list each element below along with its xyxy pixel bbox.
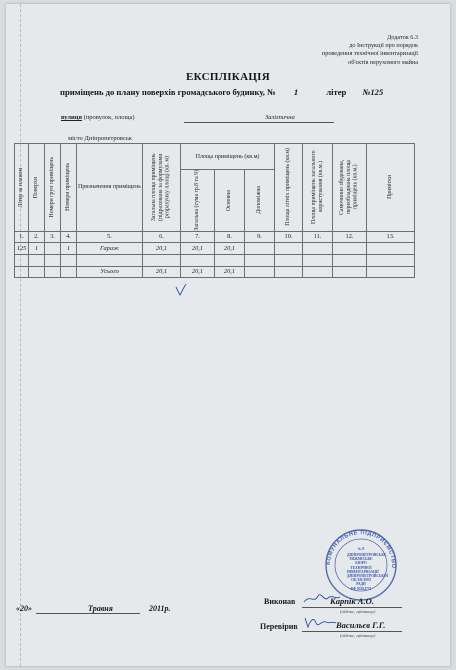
street-label: вулиця — [61, 114, 83, 121]
executor-underline — [302, 607, 402, 608]
stamp-number: № 8 — [357, 547, 365, 551]
header-purpose: Призначення приміщень — [77, 144, 143, 232]
subtitle-prefix: приміщень до плану поверхів громадського будинку, № — [60, 87, 276, 97]
header-area-group: Площа приміщень (кв.м) — [181, 144, 275, 170]
col-num: 11. — [303, 231, 333, 243]
checker-caption: (підпис, прізвище) — [340, 633, 376, 638]
appendix-line: проведення технічної інвентаризації — [321, 50, 418, 58]
cell-common — [303, 243, 333, 255]
document-title: ЕКСПЛІКАЦІЯ — [185, 71, 271, 83]
header-notes: Примітки — [367, 144, 415, 232]
cell-summer — [275, 243, 303, 255]
header-area-aux: Допоміжна — [245, 170, 275, 232]
executor-name: Карпік А.О. — [330, 596, 374, 606]
col-num: 5. — [77, 231, 143, 243]
header-area-main: Основна — [215, 170, 245, 232]
total-row — [15, 266, 415, 278]
checker-label: Перевірив — [260, 622, 298, 631]
header-arbitrary: Самочинно збудована, переобладнана площа приміщень (кв.м.) — [333, 144, 367, 232]
col-num: 12. — [333, 231, 367, 243]
cell-total-area: 20,1 — [143, 243, 181, 255]
checker-signature-icon — [302, 614, 338, 630]
cell-area-main: 20,1 — [215, 243, 245, 255]
table-row — [15, 254, 415, 266]
checker-name: Васильєв Г.Г. — [336, 620, 386, 630]
cell-letter: 125 — [15, 243, 29, 255]
date-day: «20» — [16, 604, 32, 613]
street-value: Заліznична — [265, 114, 295, 121]
col-num: 10. — [275, 231, 303, 243]
cell-floor: 1 — [29, 243, 45, 255]
cell-area-total: 20,1 — [181, 243, 215, 255]
stamp-outer-text: КОМУНАЛЬНЕ ПІДПРИЄМСТВО — [325, 529, 397, 569]
letter-label: літер — [326, 87, 347, 97]
col-num: 6. — [143, 231, 181, 243]
cell-arbitrary — [333, 243, 367, 255]
col-num: 3. — [45, 231, 61, 243]
total-area-total: 20,1 — [181, 266, 215, 278]
date-year: 2011р. — [149, 604, 171, 613]
total-total-area: 20,1 — [143, 266, 181, 278]
check-mark-icon — [174, 283, 188, 297]
punch-margin — [20, 4, 21, 666]
col-num: 4. — [61, 231, 77, 243]
total-area-main: 20,1 — [215, 266, 245, 278]
header-total-area: Загальна площа приміщень (підрахована за формулами розрахунку площ) (кв. м) — [143, 144, 181, 232]
header-room-no: Номери приміщень — [61, 144, 77, 232]
checker-underline — [302, 631, 402, 632]
date-underline — [70, 613, 140, 614]
header-common: Площа приміщень загального користування (кв.м.) — [303, 144, 333, 232]
letter-value: №125 — [362, 87, 384, 97]
street-underline — [184, 122, 334, 123]
street-line — [61, 114, 295, 121]
col-num: 7. — [181, 231, 215, 243]
explication-table — [14, 143, 415, 278]
document-sheet — [6, 4, 450, 666]
column-number-row — [15, 231, 415, 243]
col-num: 13. — [367, 231, 415, 243]
header-summer: Площа літніх приміщень (кв.м) — [275, 144, 303, 232]
cell-group-no — [45, 243, 61, 255]
cell-room-no: 1 — [61, 243, 77, 255]
total-label: Усього — [77, 266, 143, 278]
cell-purpose: Гараж — [77, 243, 143, 255]
date-month: Травня — [88, 604, 113, 613]
executor-label: Виконав — [264, 597, 296, 606]
stamp-inner: ДНІПРОПЕТРОВСЬКЕ МІЖМІСЬКЕ БЮРО ТЕХНІЧНОЇ ІНВЕНТАРИЗАЦІЇ ДНІПРОПЕТРОВСЬКОЇ ОБЛАСНОЇ РАДИ КФ 03364774 — [347, 553, 389, 591]
executor-caption: (підпис, прізвище) — [340, 609, 376, 614]
table-row — [15, 243, 415, 255]
header-area-total: Загальна (сума гр.8 та 9) — [181, 170, 215, 232]
city-name: місто Дніпропетровськ — [68, 135, 132, 142]
col-num: 9. — [245, 231, 275, 243]
header-floor: Поверхи — [29, 144, 45, 232]
header-letter: Літер за планом — [15, 144, 29, 232]
cell-area-aux — [245, 243, 275, 255]
appendix-line: Додаток 6.3 — [387, 34, 418, 41]
building-number: 1 — [293, 87, 299, 97]
street-hint: (провулок, площа) — [83, 114, 135, 121]
appendix-line: до Інструкції про порядок — [349, 42, 418, 50]
appendix-line: об'єктів нерухомого майна — [348, 58, 418, 66]
col-num: 1. — [15, 231, 29, 243]
document-subtitle — [60, 87, 383, 97]
cell-notes — [367, 243, 415, 255]
appendix-note — [322, 34, 418, 67]
header-group-no: Номери груп приміщень — [45, 144, 61, 232]
col-num: 2. — [29, 231, 45, 243]
col-num: 8. — [215, 231, 245, 243]
